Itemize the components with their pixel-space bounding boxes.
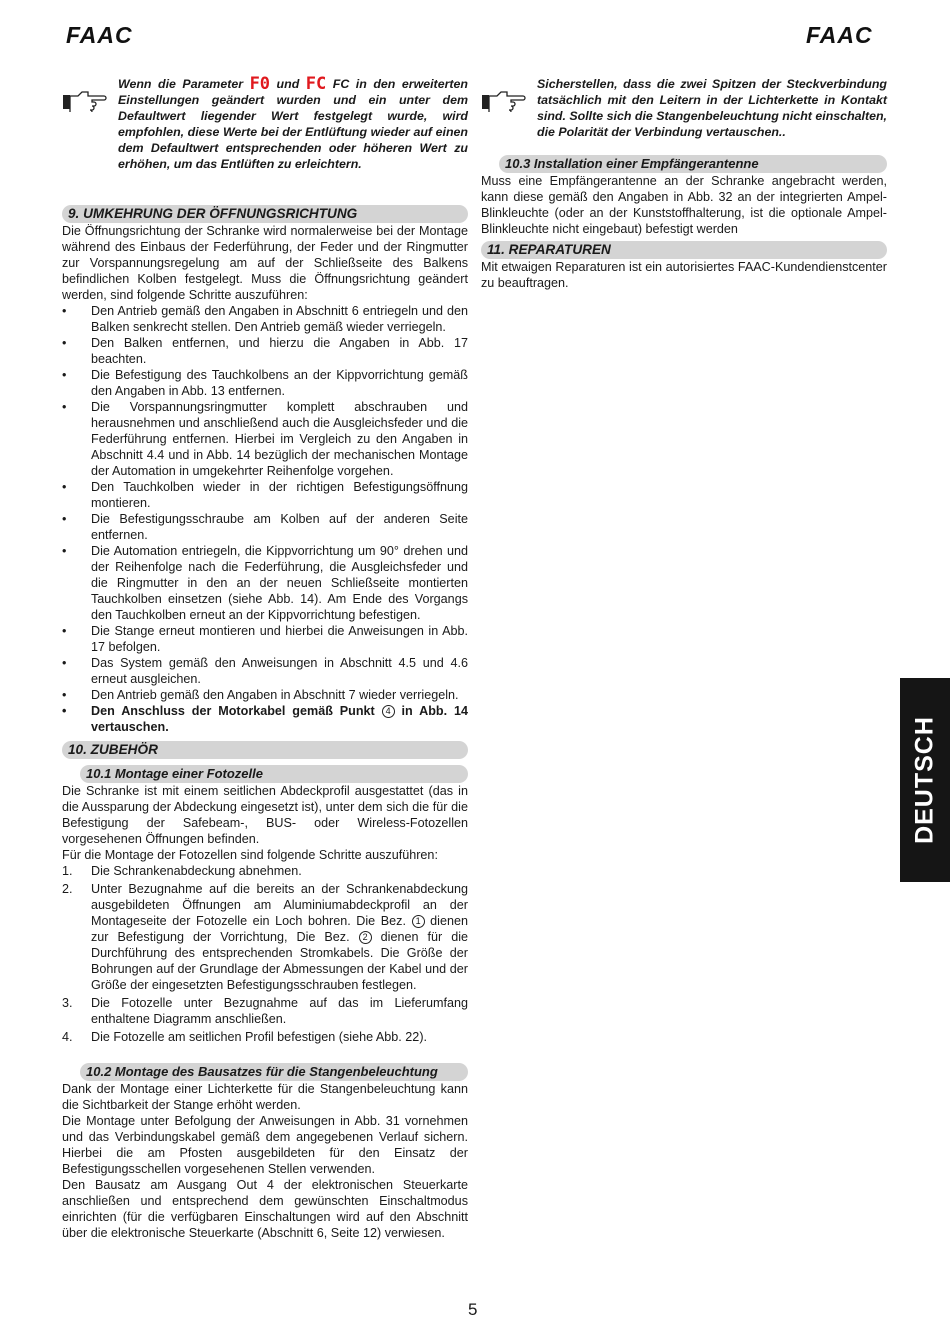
language-tab xyxy=(900,678,950,882)
display-code-f0: F0 xyxy=(249,74,271,94)
list-item: 4. Die Fotozelle am seitlichen Profil befestigen (siehe Abb. 22). xyxy=(62,1030,428,1044)
section-10-1-intro-2: Für die Montage der Fotozellen sind folgende Schritte auszuführen: xyxy=(62,848,438,862)
note-parameters xyxy=(62,76,468,172)
faac-logo-right: FAAC xyxy=(806,22,873,48)
section-10-3-heading: 10.3 Installation einer Empfängerantenne xyxy=(499,155,887,173)
list-item: • Den Tauchkolben wieder in der richtigen Befestigungsöffnung montieren. xyxy=(62,480,468,510)
left-column xyxy=(62,76,468,1241)
section-10-heading: 10. ZUBEHÖR xyxy=(62,741,468,759)
section-10-1-steps xyxy=(62,863,468,1045)
list-item: • Den Balken entfernen, und hierzu die Angaben in Abb. 17 beachten. xyxy=(62,336,468,366)
display-code-fc: FC xyxy=(305,74,327,94)
page-number: 5 xyxy=(468,1300,478,1319)
section-10-1-intro: Die Schranke ist mit einem seitlichen Abdeckprofil ausgestattet (das in die Aussparung der Abdeckung eingesetzt ist), unter dem sich die für die Befestigung der Safebeam-, BUS- oder Wireless-Fotozellen vorgesehenen Öffnungen befinden. xyxy=(62,784,468,846)
list-item: • Die Automation entriegeln, die Kippvorrichtung um 90° drehen und der Reihenfolge nach die Federführung, die Ausgleichsfeder und die Ringmutter in den an der neuen Schließseite montierten Tauchkolben einsetzen (siehe Abb. 14). Am Ende des Vorgangs den Tauchkolben erneut an der Kippvorrichtung befestigen. xyxy=(62,544,468,622)
language-tab-label: DEUTSCH xyxy=(910,716,939,844)
faac-logo-left: FAAC xyxy=(66,22,133,48)
list-item: • Die Stange erneut montieren und hierbei die Anweisungen in Abb. 17 befolgen. xyxy=(62,624,468,654)
section-10-2-heading: 10.2 Montage des Bausatzes für die Stangenbeleuchtung xyxy=(80,1063,468,1081)
list-item: • Die Befestigung des Tauchkolbens an der Kippvorrichtung gemäß den Angaben in Abb. 13 entfernen. xyxy=(62,368,468,398)
note-polarity xyxy=(481,76,887,140)
note-text-2: und xyxy=(270,77,306,91)
note-text-1: Wenn die Parameter xyxy=(118,77,250,91)
section-10-2-para-2: Die Montage unter Befolgung der Anweisungen in Abb. 31 vornehmen und das Verbindungskabel gemäß dem angegebenen Verlauf sichern. Hierbei die am Pfosten ausgebildeten für den Einsatz der Befestigungsschellen vorgesehenen Stellen verwenden. xyxy=(62,1114,468,1176)
section-9-intro: Die Öffnungsrichtung der Schranke wird normalerweise bei der Montage während des Einbaus der Federführung, der Feder und der Ringmutter zur Vorspannungsregelung am auf der Schließseite des Balkens befindlichen Kolben festgelegt. Muss die Öffnungsrichtung geändert werden, sind folgende Schritte auszuführen: xyxy=(62,224,468,302)
section-9-heading: 9. UMKEHRUNG DER ÖFFNUNGSRICHTUNG xyxy=(62,205,468,223)
section-10-1-heading: 10.1 Montage einer Fotozelle xyxy=(80,765,468,783)
list-item: 1. Die Schrankenabdeckung abnehmen. xyxy=(62,864,302,878)
list-item-bold: • Den Anschluss der Motorkabel gemäß Punkt 4 in Abb. 14 vertauschen. xyxy=(62,704,468,734)
section-9-list xyxy=(62,303,468,735)
section-11-text: Mit etwaigen Reparaturen ist ein autorisiertes FAAC-Kundendienstcenter zu beauftragen. xyxy=(481,260,887,290)
list-item: 2. Unter Bezugnahme auf die bereits an der Schrankenabdeckung ausgebildeten Öffnungen am Aluminiumabdeckprofil an der Montageseite der Fotozelle ein Loch bohren. Die Bez. 1 dienen zur Befestigung der Vorrichtung, Die Bez. 2 dienen für die Durchführung des entsprechenden Stromkabels. Die Größe der Bohrungen auf der Grundlage der Abmessungen der Kabel und der Größe der eingesetzten Befestigungsschrauben festlegen. xyxy=(62,882,468,992)
right-column xyxy=(481,76,887,291)
pointing-hand-icon xyxy=(62,90,108,112)
list-item: • Den Antrieb gemäß den Angaben in Abschnitt 6 entriegeln und den Balken senkrecht stellen. Den Antrieb gemäß wieder verriegeln. xyxy=(62,304,468,334)
list-item: • Die Befestigungsschraube am Kolben auf der anderen Seite entfernen. xyxy=(62,512,468,542)
list-item: • Die Vorspannungsringmutter komplett abschrauben und herausnehmen und anschließend auch die Ausgleichsfeder und die Federführung entfernen. Hierbei im Vergleich zu den Angaben in Abschnitt 4.4 und in Abb. 14 bezüglich der mechanischen Montage der Automation in umgekehrter Reihenfolge vorgehen. xyxy=(62,400,468,478)
list-item: • Den Antrieb gemäß den Angaben in Abschnitt 7 wieder verriegeln. xyxy=(62,688,459,702)
note-text-3: FC in den erweiterten Einstellungen geändert wurden und ein unter dem Defaultwert liegender Wert festgelegt wurde, wird empfohlen, diese Werte bei der Entlüftung wieder auf einen dem Defaultwert entsprechenden oder höheren Wert zu erhöhen, um das Entlüften zu erleichtern. xyxy=(118,77,468,171)
section-10-2-para-1: Dank der Montage einer Lichterkette für die Stangenbeleuchtung kann die Sichtbarkeit der Stange erhöht werden. xyxy=(62,1082,468,1112)
section-10-3-text: Muss eine Empfängerantenne an der Schranke angebracht werden, kann diese gemäß den Angaben in Abb. 32 an der integrierten Ampel-Blinkleuchte (oder an der Kunststoffhalterung, ist die optionale Ampel-Blinkleuchte nicht eingebaut) befestigt werden xyxy=(481,174,887,236)
circled-number: 1 xyxy=(412,915,425,928)
list-item: 3. Die Fotozelle unter Bezugnahme auf das im Lieferumfang enthaltene Diagramm anschließen. xyxy=(62,996,468,1026)
section-10-2-para-3: Den Bausatz am Ausgang Out 4 der elektronischen Steuerkarte anschließen und entsprechend dem gewünschten Einschaltmodus einrichten (für die verfügbaren Einschaltungen wird auf den Abschnitt über die elektronische Steuerkarte (Abschnitt 6, Seite 12) verwiesen. xyxy=(62,1178,468,1240)
list-item: • Das System gemäß den Anweisungen in Abschnitt 4.5 und 4.6 erneut ausgleichen. xyxy=(62,656,468,686)
section-11-heading: 11. REPARATUREN xyxy=(481,241,887,259)
pointing-hand-icon xyxy=(481,90,527,112)
note-polarity-text: Sicherstellen, dass die zwei Spitzen der Steckverbindung tatsächlich mit den Leitern in der Lichterkette in Kontakt sind. Sollte sich die Stangenbeleuchtung nicht einschalten, die Polarität der Verbindung vertauschen.. xyxy=(537,77,887,139)
circled-number: 4 xyxy=(382,705,395,718)
circled-number: 2 xyxy=(359,931,372,944)
